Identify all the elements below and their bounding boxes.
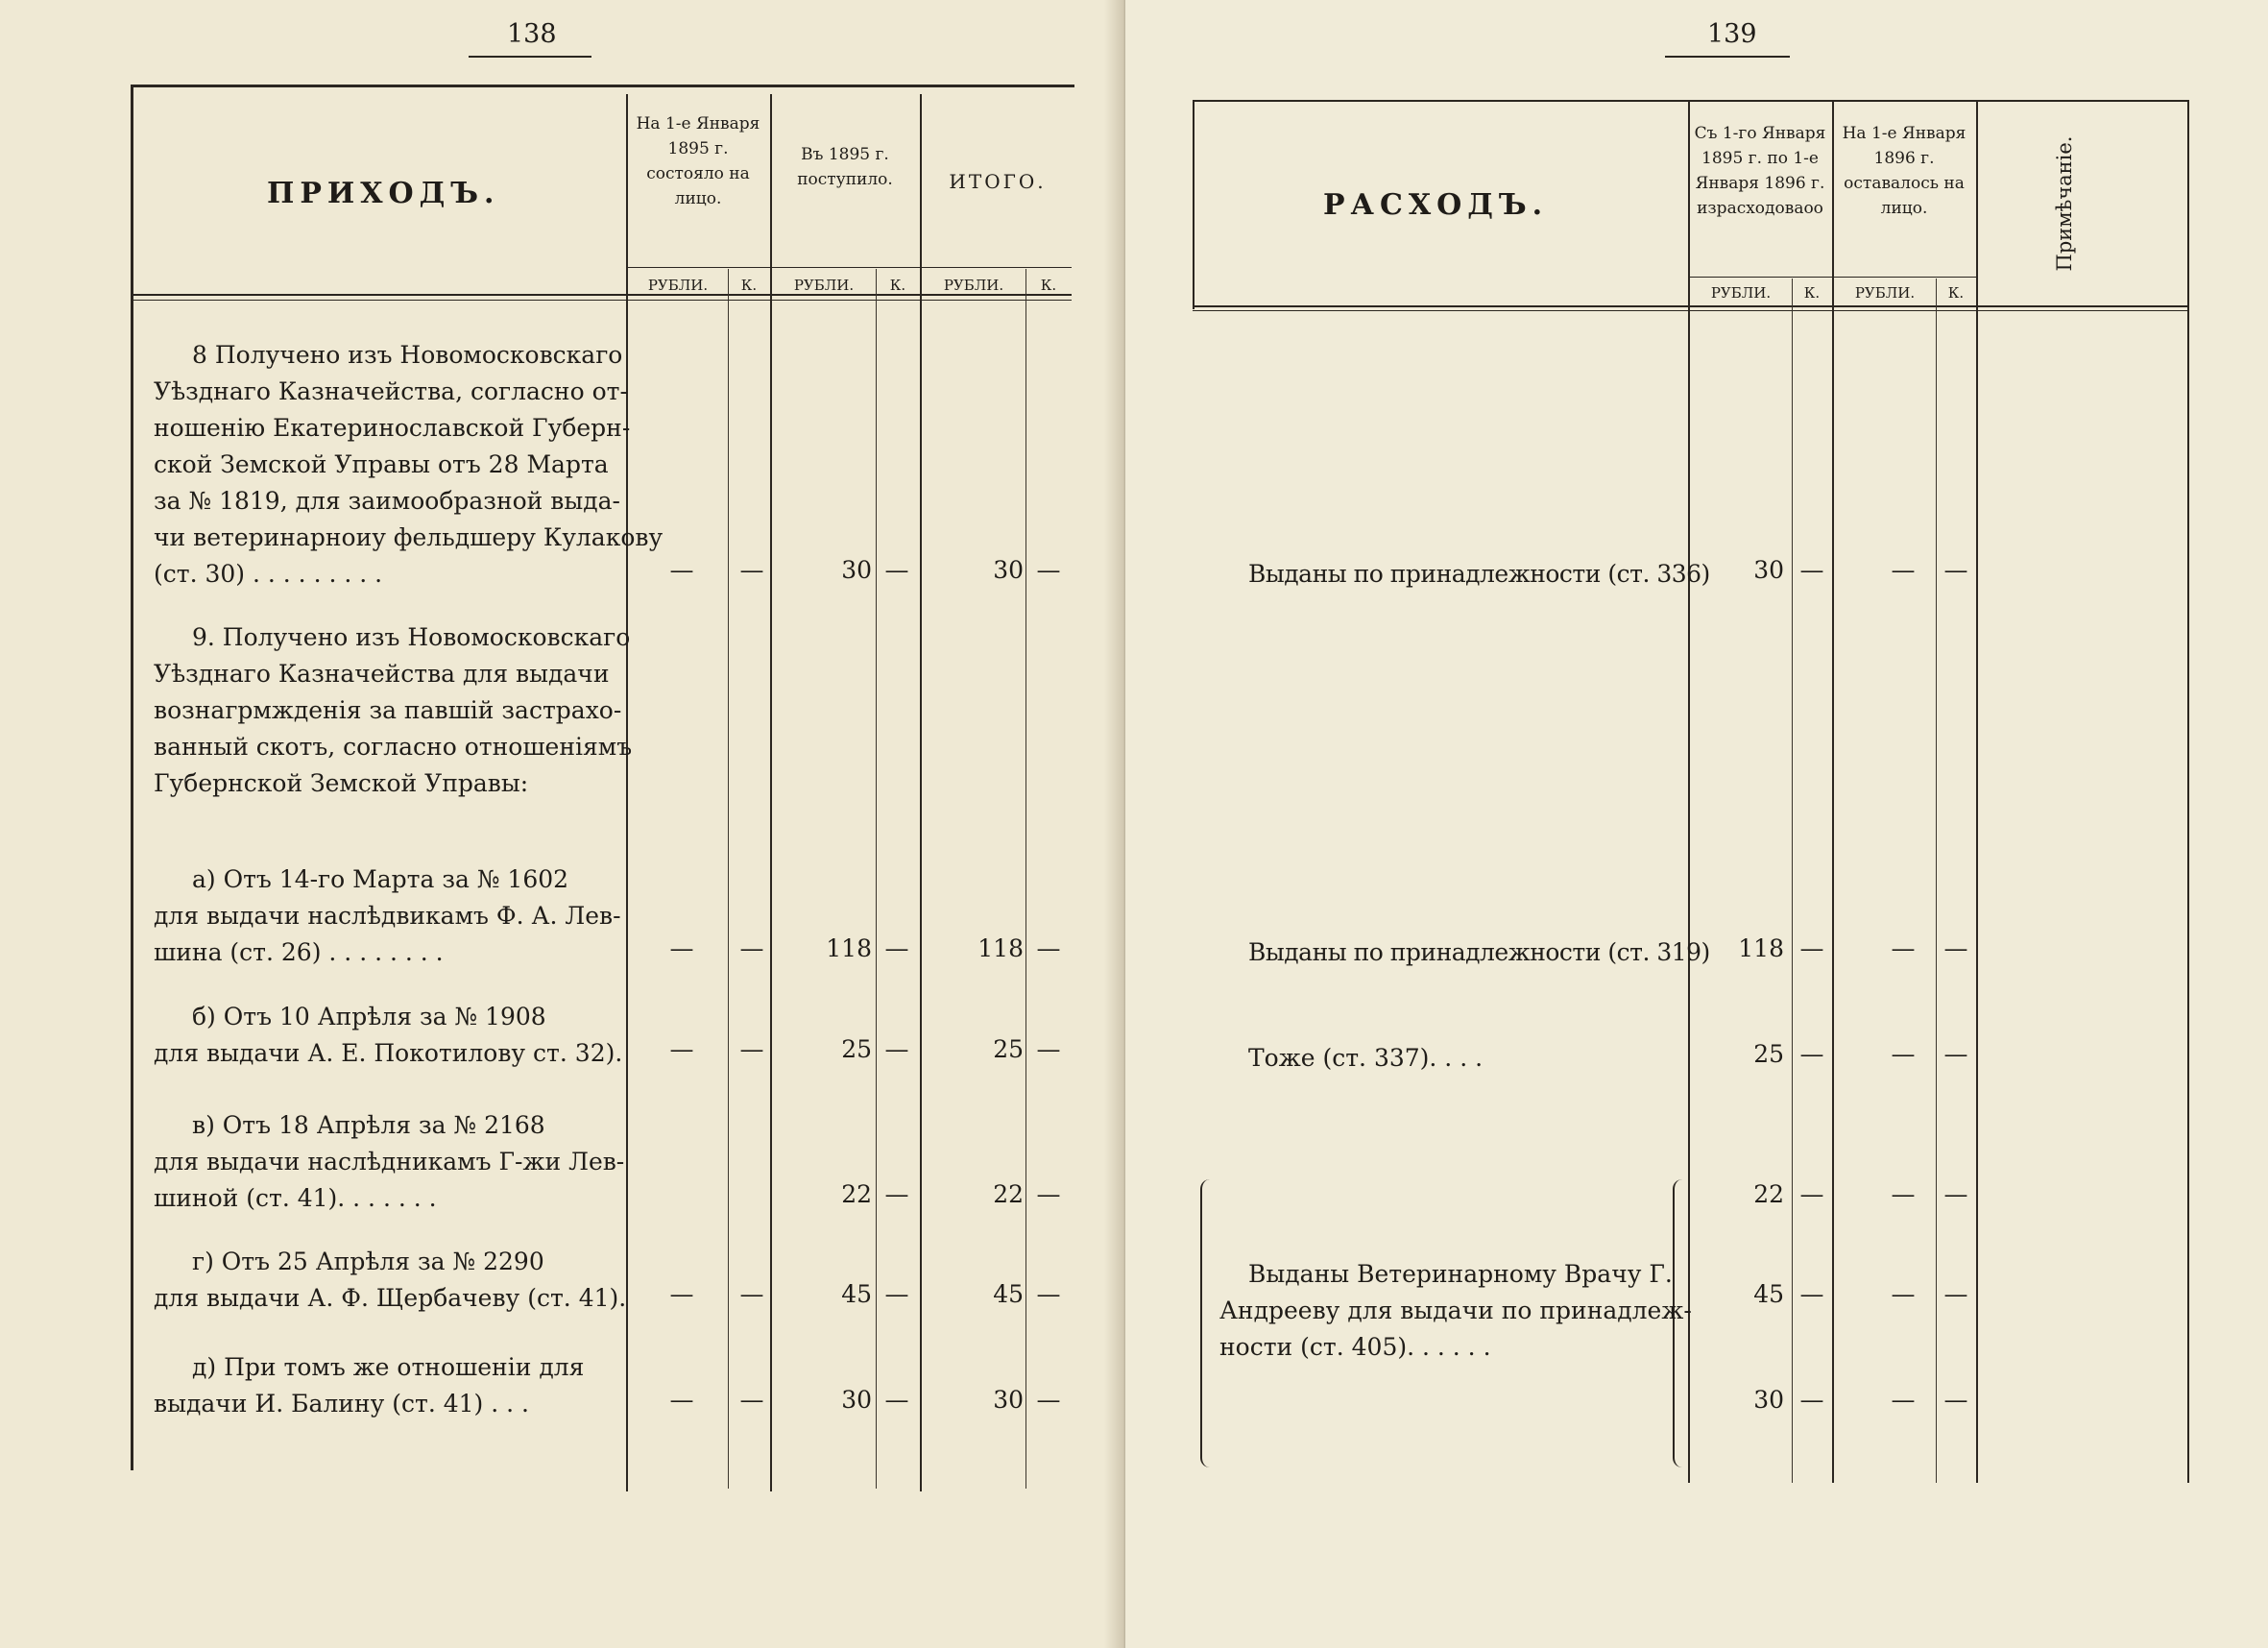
spent-value: 45 [1753,1280,1784,1308]
brace-left [1200,1179,1212,1467]
left-page: 138 ПРИХОДЪ. На 1-е Января 1895 г. состояло на лицо. Въ 1895 г. поступило. ИТОГО. РУБЛИ. К. РУБЛИ. К. РУБЛИ. К. 8 Получено изъ Новомосковскаго Уѣзднаго Казначейства, согласно от- ношенію Екатеринославской Губерн- ской Земской Управы отъ 28 Марта за № 1819, для заимообразной выда- чи ветеринарноиу фельдшеру Кулакову (ст. 30) . . . . . . . . . — — 30 — 30 — 9. Получено изъ Новомосковскаго Уѣзднаго Казначейства для выдачи вознагрмжденія за павшій застрахо- ванный скотъ, согласно отношеніямъ Губернской Земской Управы: а) Отъ 14-го Марта за № 1602 для выдачи наслѣдвикамъ Ф. А. Лев- шина (ст. 26) . . . . . . . . — — 118 — 118 — б) Отъ 10 Апрѣля за № 1908 для выдачи А. Е. Покотилову ст. 32). — — 25 — 25 — в) Отъ 18 Апрѣля за № 2168 для выдачи наслѣдникамъ Г-жи Лев- шиной (ст. 41). . . . . . . 22 — 22 — г) Отъ 25 Апрѣля за № 2290 для выдачи А. Ф. Щербачеву (ст. 41). — — 45 — 45 — д) При томъ же отношеніи для выдачи И. Балину (ст. 41) . . . — — 30 — 30 — [0,0,1125,1648]
empty-value: — [1943,1386,1968,1414]
header-rule-thin [131,300,1072,301]
empty-value: — [884,1386,909,1414]
units-rule [626,267,1072,268]
right-page: 139 РАСХОДЪ. Съ 1-го Января 1895 г. по 1-е Января 1896 г. израсходоваоо На 1-е Января 1896 г. оставалось на лицо. Примѣчаніе. РУБЛИ. К. РУБЛИ. К. Выданы по принадлежности (ст. 336) 30 — — — Выданы по принадлежности (ст. 319) 118 — — — Тоже (ст. 337). . . . 25 — — — Выданы Ветеринарному Врачу Г. Андрееву для выдачи по принадлеж- ности (ст. 405). . . . . . 22 — — — 45 — — — 30 — — — [1125,0,2268,1648]
total-value: 22 [993,1180,1024,1208]
spent-value: 22 [1753,1180,1784,1208]
kop-divider-1 [728,269,729,1489]
page-number-underline [1665,56,1790,58]
empty-value: — [884,1280,909,1308]
empty-value: — [1891,934,1916,962]
total-value: 118 [977,934,1024,962]
empty-value: — [1799,934,1824,962]
empty-value: — [739,1280,764,1308]
kop-divider-1 [1792,279,1793,1483]
empty-value: — [739,1035,764,1063]
unit-kop: К. [889,277,906,294]
received-value: 25 [841,1035,872,1063]
empty-value: — [884,934,909,962]
empty-value: — [739,556,764,584]
empty-value: — [1799,1040,1824,1068]
empty-value: — [1891,1040,1916,1068]
spent-value: 118 [1738,934,1784,962]
received-value: 22 [841,1180,872,1208]
empty-value: — [1036,1386,1061,1414]
col-divider-3 [1976,100,1978,1483]
empty-value: — [1036,556,1061,584]
empty-value: — [739,1386,764,1414]
empty-value: — [1891,556,1916,584]
expense-row-2: Выданы по принадлежности (ст. 319) [1248,938,1710,966]
col-header-end-balance: На 1-е Января 1896 г. оставалось на лицо. [1842,124,1966,218]
unit-kop: К. [1947,284,1965,302]
empty-value: — [739,934,764,962]
empty-value: — [669,1035,694,1063]
empty-value: — [1943,556,1968,584]
unit-rub: РУБЛИ. [793,277,855,294]
expense-row-1: Выданы по принадлежности (ст. 336) [1248,560,1710,588]
unit-kop: К. [740,277,758,294]
col-divider-2 [1832,100,1834,1483]
unit-kop: К. [1040,277,1057,294]
total-value: 30 [993,1386,1024,1414]
received-value: 118 [826,934,872,962]
empty-value: — [1799,556,1824,584]
empty-value: — [1799,1280,1824,1308]
table-left-border [131,85,133,1467]
kop-divider-2 [1936,279,1937,1483]
unit-rub: РУБЛИ. [943,277,1004,294]
unit-kop: К. [1803,284,1821,302]
empty-value: — [884,1035,909,1063]
table-right-border [2187,100,2189,1483]
expense-heading: РАСХОДЪ. [1323,188,1549,222]
col-divider-1 [1688,100,1690,1483]
empty-value: — [1943,1180,1968,1208]
empty-value: — [669,934,694,962]
col-divider-1 [626,94,628,1491]
units-rule [1688,277,1976,278]
spent-value: 30 [1753,1386,1784,1414]
empty-value: — [669,1280,694,1308]
total-value: 30 [993,556,1024,584]
empty-value: — [1891,1280,1916,1308]
expense-row-3: Тоже (ст. 337). . . . [1248,1044,1484,1072]
empty-value: — [1891,1386,1916,1414]
received-value: 45 [841,1280,872,1308]
kop-divider-3 [1025,269,1026,1489]
unit-rub: РУБЛИ. [1710,284,1772,302]
empty-value: — [884,1180,909,1208]
total-value: 45 [993,1280,1024,1308]
table-left-border [1193,100,1194,309]
received-value: 30 [841,1386,872,1414]
empty-value: — [1799,1386,1824,1414]
unit-rub: РУБЛИ. [647,277,709,294]
total-value: 25 [993,1035,1024,1063]
col-header-received: Въ 1895 г. поступило. [797,145,893,189]
col-header-note: Примѣчаніе. [2053,135,2076,272]
empty-value: — [1036,934,1061,962]
spent-value: 25 [1753,1040,1784,1068]
header-rule [131,294,1072,296]
header-rule [1193,305,2189,307]
empty-value: — [1036,1280,1061,1308]
unit-rub: РУБЛИ. [1854,284,1916,302]
empty-value: — [1943,1280,1968,1308]
col-header-total: ИТОГО. [949,170,1047,193]
page-number-left: 138 [507,19,557,49]
spent-value: 30 [1753,556,1784,584]
col-divider-3 [920,94,922,1491]
table-top-border [1193,100,2189,102]
empty-value: — [884,556,909,584]
empty-value: — [1799,1180,1824,1208]
empty-value: — [669,556,694,584]
page-number-underline [469,56,591,58]
empty-value: — [669,1386,694,1414]
received-value: 30 [841,556,872,584]
empty-value: — [1036,1180,1061,1208]
empty-value: — [1036,1035,1061,1063]
page-number-right: 139 [1707,19,1757,49]
empty-value: — [1891,1180,1916,1208]
col-header-spent: Съ 1-го Января 1895 г. по 1-е Января 1896 г. израсходоваоо [1694,124,1826,218]
col-divider-2 [770,94,772,1491]
kop-divider-2 [876,269,877,1489]
empty-value: — [1943,934,1968,962]
income-heading: ПРИХОДЪ. [267,177,500,210]
header-rule-thin [1193,310,2189,311]
empty-value: — [1943,1040,1968,1068]
table-top-border [131,85,1072,86]
col-header-start-balance: На 1-е Января 1895 г. состояло на лицо. [636,114,760,208]
